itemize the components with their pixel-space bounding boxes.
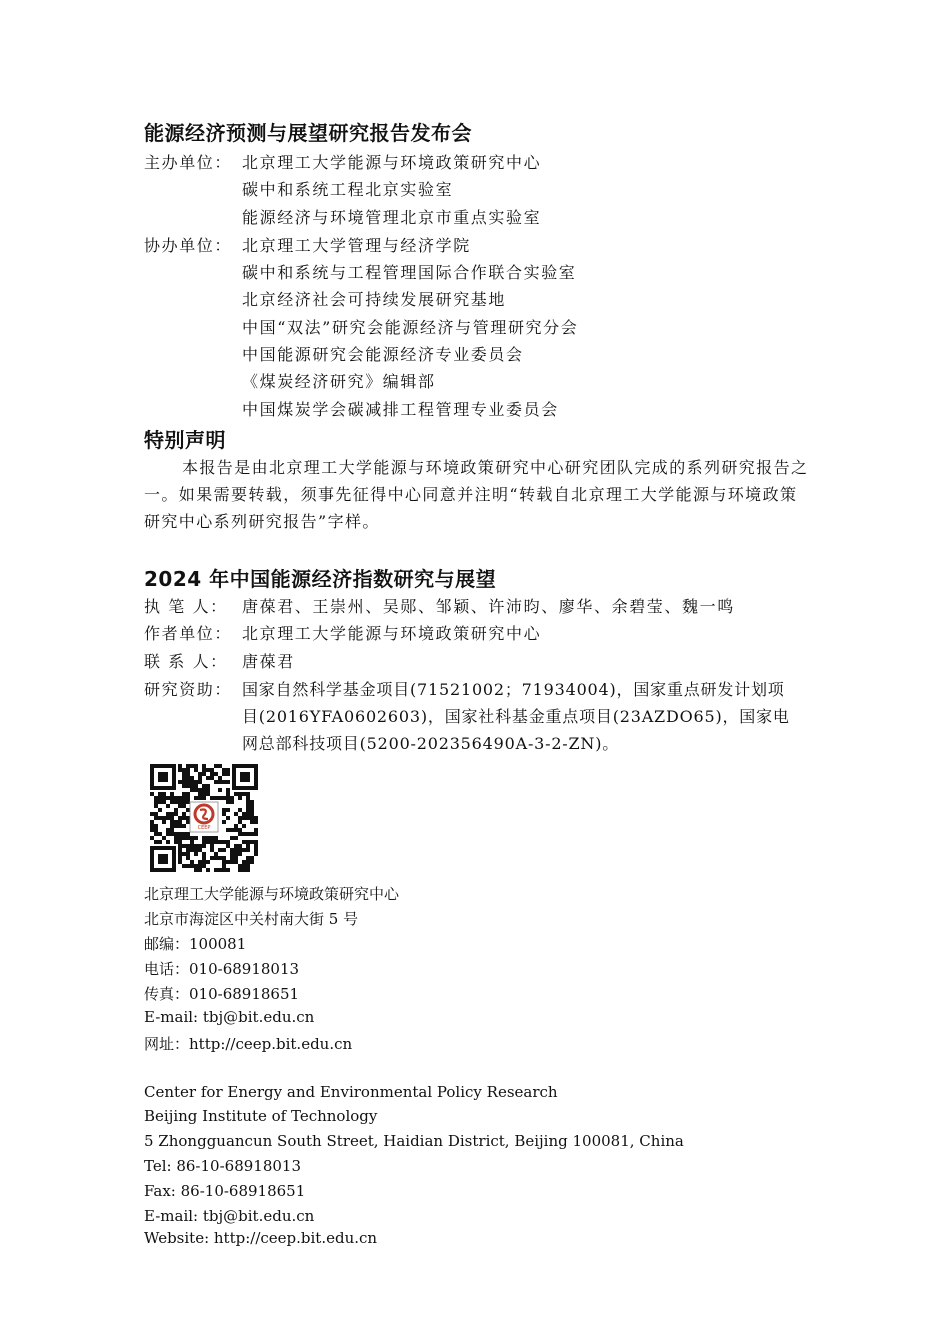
- host-item: 北京理工大学能源与环境政策研究中心: [242, 153, 542, 172]
- funding-line: 网总部科技项目(5200-202356490A-3-2-ZN)。: [242, 734, 620, 753]
- contact-cn-address: 北京市海淀区中关村南大街 5 号: [144, 910, 359, 928]
- contact-cn-postcode: 邮编：100081: [144, 935, 247, 953]
- statement-title: 特别声明: [144, 428, 226, 452]
- funding-row: [144, 677, 785, 700]
- co-host-item: 北京理工大学管理与经济学院: [242, 236, 471, 255]
- host-item: 能源经济与环境管理北京市重点实验室: [242, 208, 542, 227]
- contact-cn-org: 北京理工大学能源与环境政策研究中心: [144, 885, 400, 903]
- qr-logo-text: CEEP: [197, 825, 211, 831]
- unit-label: 作者单位：: [144, 624, 233, 643]
- statement-body: 本报告是由北京理工大学能源与环境政策研究中心研究团队完成的系列研究报告之一。如果需要转载，须事先征得中心同意并注明“转载自北京理工大学能源与环境政策研究中心系列研究报告”字样。: [144, 458, 809, 531]
- funding-line: 国家自然科学基金项目(71521002；71934004)，国家重点研发计划项: [242, 680, 785, 699]
- host-row: [144, 150, 541, 173]
- co-host-item: 中国“双法”研究会能源经济与管理研究分会: [242, 318, 579, 337]
- qr-code-graphic: [150, 764, 258, 872]
- qr-code: [150, 764, 258, 872]
- co-host-item: 《煤炭经济研究》编辑部: [242, 372, 436, 391]
- host-label: 主办单位：: [144, 153, 233, 172]
- conference-title: 能源经济预测与展望研究报告发布会: [144, 121, 472, 145]
- contact-cn-phone: 电话：010-68918013: [144, 960, 300, 978]
- co-host-item: 北京经济社会可持续发展研究基地: [242, 290, 507, 309]
- funding-line: 目(2016YFA0602603)，国家社科基金重点项目(23AZDO65)，国家电: [242, 707, 790, 726]
- authors-label: 执 笔 人：: [144, 597, 228, 616]
- host-item: 碳中和系统工程北京实验室: [242, 180, 454, 199]
- co-host-row: [144, 233, 471, 256]
- contact-en-fax: Fax: 86-10-68918651: [144, 1182, 306, 1200]
- authors-row: [144, 594, 735, 617]
- contact-label: 联 系 人：: [144, 652, 228, 671]
- contact-cn-email[interactable]: E-mail: tbj@bit.edu.cn: [144, 1008, 315, 1026]
- contact-en-address: 5 Zhongguancun South Street, Haidian District, Beijing 100081, China: [144, 1132, 684, 1150]
- co-host-item: 碳中和系统与工程管理国际合作联合实验室: [242, 263, 577, 282]
- co-host-item: 中国煤炭学会碳减排工程管理专业委员会: [242, 400, 559, 419]
- contact-en-org: Center for Energy and Environmental Policy Research: [144, 1083, 558, 1101]
- report-title: 2024 年中国能源经济指数研究与展望: [144, 567, 497, 591]
- unit-row: [144, 621, 541, 644]
- contact-en-email[interactable]: E-mail: tbj@bit.edu.cn: [144, 1207, 315, 1225]
- funding-label: 研究资助：: [144, 680, 233, 699]
- contact-en-institute: Beijing Institute of Technology: [144, 1107, 378, 1125]
- contact-en-website[interactable]: Website: http://ceep.bit.edu.cn: [144, 1229, 378, 1247]
- co-host-label: 协办单位：: [144, 236, 233, 255]
- contact-cn-website[interactable]: 网址：http://ceep.bit.edu.cn: [144, 1035, 353, 1053]
- contact-value: 唐葆君: [242, 652, 295, 671]
- contact-cn-fax: 传真：010-68918651: [144, 985, 300, 1003]
- contact-row: [144, 649, 295, 672]
- authors-value: 唐葆君、王崇州、吴郧、邹颖、许沛昀、廖华、余碧莹、魏一鸣: [242, 597, 735, 616]
- contact-en-tel: Tel: 86-10-68918013: [144, 1157, 301, 1175]
- co-host-item: 中国能源研究会能源经济专业委员会: [242, 345, 524, 364]
- unit-value: 北京理工大学能源与环境政策研究中心: [242, 624, 542, 643]
